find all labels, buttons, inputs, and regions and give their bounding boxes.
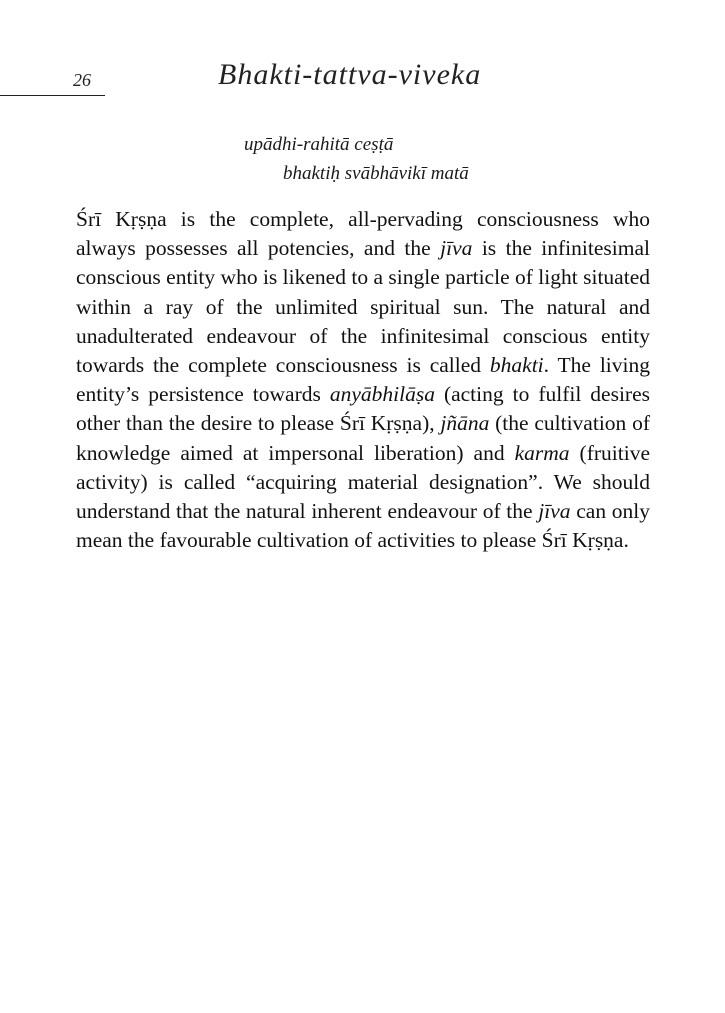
paragraph-text: (the cultivation of knowledge aimed at impersonal liberation) and xyxy=(76,411,650,465)
header-rule xyxy=(0,95,105,96)
term-anyabhilasa: anyābhilāṣa xyxy=(329,382,435,407)
term-bhakti: bhakti xyxy=(489,353,544,378)
paragraph-text: is the infinitesimal conscious entity who is likened to a single particle of light situated within a ray of the unlimited spiritual sun. The natural and unadulterated endeavour of the infinitesimal conscious entity towards the complete consciousness is called xyxy=(76,236,650,378)
running-title: Bhakti-tattva-viveka xyxy=(218,58,482,91)
term-jiva: jīva xyxy=(538,499,571,524)
term-jiva: jīva xyxy=(440,236,473,261)
verse-line-1: upādhi-rahitā ceṣṭā xyxy=(244,134,394,155)
body-paragraph xyxy=(76,205,650,555)
paragraph-text: (fruitive activity) is called “acquiring material designation”. We should understand that the natural inherent endeavour of the xyxy=(76,440,650,524)
term-jnana: jñāna xyxy=(440,411,490,436)
paragraph-text: . The living entity’s persistence towards xyxy=(76,353,650,407)
paragraph-text: Śrī Kṛṣṇa is the complete, all-pervading consciousness who always possesses all potencies, and the xyxy=(76,207,650,261)
term-karma: karma xyxy=(514,440,570,465)
paragraph-text: (acting to fulfil desires other than the desire to please Śrī Kṛṣṇa), xyxy=(76,382,650,436)
paragraph-text: can only mean the favourable cultivation of activities to please Śrī Kṛṣṇa. xyxy=(76,499,650,553)
verse-line-2: bhaktiḥ svābhāvikī matā xyxy=(283,163,469,184)
page-number: 26 xyxy=(73,70,91,90)
